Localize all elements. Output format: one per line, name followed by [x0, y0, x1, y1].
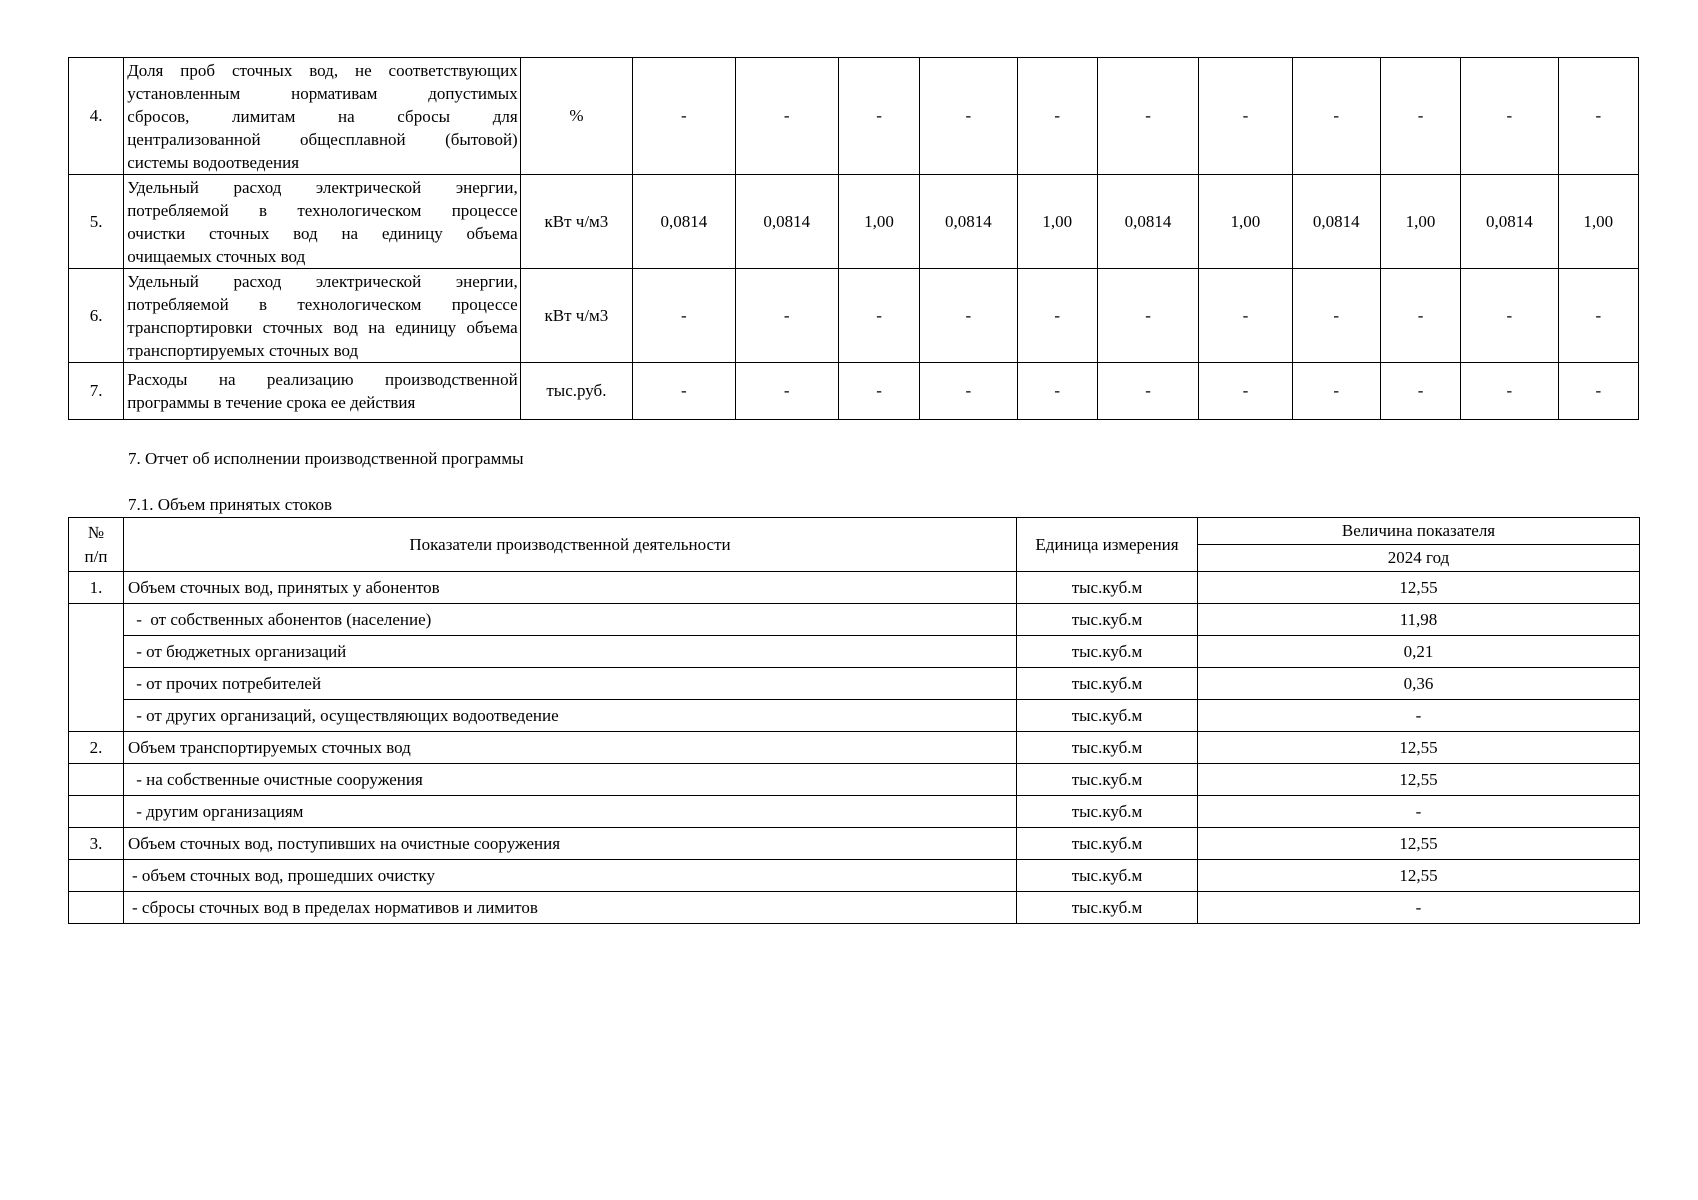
indicators-table — [68, 57, 1639, 420]
row-number — [69, 892, 124, 924]
table-row — [69, 175, 1639, 269]
row-value: - — [920, 58, 1017, 175]
table-row — [69, 860, 1640, 892]
header-year: 2024 год — [1198, 545, 1640, 572]
row-unit: тыс.куб.м — [1017, 796, 1198, 828]
row-value: - — [920, 269, 1017, 363]
row-value: - — [1461, 58, 1558, 175]
row-number: 1. — [69, 572, 124, 604]
row-description — [124, 58, 521, 175]
row-value: - — [1380, 58, 1460, 175]
row-value: - — [1380, 269, 1460, 363]
row-unit: тыс.куб.м — [1017, 668, 1198, 700]
table-row — [69, 636, 1640, 668]
row-number — [69, 764, 124, 796]
table-row — [69, 796, 1640, 828]
table-row — [69, 828, 1640, 860]
header-value: Величина показателя — [1198, 518, 1640, 545]
row-value: - — [1097, 363, 1198, 420]
description-line: Расходы на реализацию производственной — [127, 370, 518, 389]
row-value: - — [1558, 363, 1638, 420]
table-row — [69, 363, 1639, 420]
table-row — [69, 668, 1640, 700]
row-value: - — [1292, 58, 1380, 175]
row-value: 1,00 — [838, 175, 919, 269]
description-line: транспортируемых сточных вод — [127, 340, 359, 360]
description-line: Доля проб сточных вод, не соответствующих — [127, 60, 518, 80]
row-value: - — [1097, 269, 1198, 363]
row-indicator-name: - объем сточных вод, прошедших очистку — [124, 860, 1017, 892]
row-value: - — [1097, 58, 1198, 175]
description-line: потребляемой в технологическом процессе — [127, 294, 518, 314]
header-num — [69, 518, 124, 572]
row-description — [124, 269, 521, 363]
description-line: очищаемых сточных вод — [127, 246, 306, 266]
row-unit: тыс.куб.м — [1017, 828, 1198, 860]
row-value: 0,21 — [1198, 636, 1640, 668]
header-name: Показатели производственной деятельности — [124, 518, 1017, 572]
table-row — [69, 58, 1639, 175]
row-number: 7. — [69, 363, 124, 420]
row-value: - — [1292, 269, 1380, 363]
row-value: 1,00 — [1558, 175, 1638, 269]
row-unit: тыс.руб. — [520, 363, 632, 420]
row-value: 0,0814 — [1292, 175, 1380, 269]
row-indicator-name: - от прочих потребителей — [124, 668, 1017, 700]
description-line: транспортировки сточных вод на единицу объема — [127, 317, 518, 337]
description-line: централизованной общесплавной (бытовой) — [127, 129, 518, 149]
row-value: 12,55 — [1198, 732, 1640, 764]
row-unit: тыс.куб.м — [1017, 892, 1198, 924]
row-value: - — [1017, 363, 1097, 420]
row-value: 0,0814 — [633, 175, 735, 269]
row-description — [124, 363, 521, 420]
row-value: 1,00 — [1017, 175, 1097, 269]
description-line: Удельный расход электрической энергии, — [127, 177, 518, 197]
row-indicator-name: - от бюджетных организаций — [124, 636, 1017, 668]
row-number — [69, 860, 124, 892]
row-number: 2. — [69, 732, 124, 764]
row-value: - — [838, 363, 919, 420]
row-value: 12,55 — [1198, 828, 1640, 860]
row-value: - — [1558, 269, 1638, 363]
row-value: - — [1199, 269, 1292, 363]
row-indicator-name: - на собственные очистные сооружения — [124, 764, 1017, 796]
row-indicator-name: - от других организаций, осуществляющих водоотведение — [124, 700, 1017, 732]
row-unit: % — [520, 58, 632, 175]
table-row — [69, 764, 1640, 796]
row-unit: тыс.куб.м — [1017, 764, 1198, 796]
description-line: сбросов, лимитам на сбросы для — [127, 106, 518, 126]
row-value: - — [1199, 58, 1292, 175]
row-value: 12,55 — [1198, 860, 1640, 892]
row-number — [69, 604, 124, 732]
description-line: установленным нормативам допустимых — [127, 83, 518, 103]
row-unit: тыс.куб.м — [1017, 604, 1198, 636]
row-value: 0,0814 — [920, 175, 1017, 269]
row-value: 0,0814 — [1097, 175, 1198, 269]
description-line: программы в течение срока ее действия — [127, 393, 416, 412]
row-value: - — [1198, 700, 1640, 732]
row-value: - — [633, 58, 735, 175]
row-unit: кВт ч/м3 — [520, 175, 632, 269]
row-value: - — [1017, 269, 1097, 363]
table-row — [69, 572, 1640, 604]
description-line: системы водоотведения — [127, 152, 300, 172]
row-indicator-name: Объем транспортируемых сточных вод — [124, 732, 1017, 764]
row-unit: тыс.куб.м — [1017, 572, 1198, 604]
table-row — [69, 700, 1640, 732]
table-row — [69, 732, 1640, 764]
section-title: 7. Отчет об исполнении производственной программы — [128, 449, 524, 468]
table-row — [69, 604, 1640, 636]
row-value: - — [1198, 796, 1640, 828]
row-value: - — [1380, 363, 1460, 420]
row-value: - — [838, 269, 919, 363]
row-value: - — [735, 269, 838, 363]
row-value: 0,36 — [1198, 668, 1640, 700]
row-number: 3. — [69, 828, 124, 860]
row-value: - — [1292, 363, 1380, 420]
row-value: 0,0814 — [1461, 175, 1558, 269]
row-unit: тыс.куб.м — [1017, 700, 1198, 732]
row-value: 0,0814 — [735, 175, 838, 269]
row-value: 1,00 — [1199, 175, 1292, 269]
row-value: - — [1198, 892, 1640, 924]
table-row — [69, 269, 1639, 363]
row-unit: тыс.куб.м — [1017, 860, 1198, 892]
row-value: - — [633, 363, 735, 420]
row-unit: тыс.куб.м — [1017, 732, 1198, 764]
row-value: - — [1461, 363, 1558, 420]
row-number — [69, 796, 124, 828]
row-value: - — [1017, 58, 1097, 175]
header-unit: Единица измерения — [1017, 518, 1198, 572]
row-description — [124, 175, 521, 269]
row-indicator-name: - от собственных абонентов (население) — [124, 604, 1017, 636]
row-indicator-name: Объем сточных вод, принятых у абонентов — [124, 572, 1017, 604]
row-indicator-name: - другим организациям — [124, 796, 1017, 828]
row-value: 11,98 — [1198, 604, 1640, 636]
description-line: Удельный расход электрической энергии, — [127, 271, 518, 291]
row-value: - — [838, 58, 919, 175]
wastewater-volume-table — [68, 517, 1640, 924]
row-value: - — [1199, 363, 1292, 420]
subsection-title: 7.1. Объем принятых стоков — [128, 495, 332, 514]
row-value: - — [1558, 58, 1638, 175]
row-number: 4. — [69, 58, 124, 175]
description-line: очистки сточных вод на единицу объема — [127, 223, 518, 243]
description-line: потребляемой в технологическом процессе — [127, 200, 518, 220]
row-indicator-name: - сбросы сточных вод в пределах нормативов и лимитов — [124, 892, 1017, 924]
row-value: - — [1461, 269, 1558, 363]
row-number: 5. — [69, 175, 124, 269]
row-unit: тыс.куб.м — [1017, 636, 1198, 668]
row-value: - — [920, 363, 1017, 420]
row-indicator-name: Объем сточных вод, поступивших на очистные сооружения — [124, 828, 1017, 860]
header-num-line2: п/п — [84, 546, 108, 566]
row-number: 6. — [69, 269, 124, 363]
row-unit: кВт ч/м3 — [520, 269, 632, 363]
row-value: 12,55 — [1198, 572, 1640, 604]
row-value: 12,55 — [1198, 764, 1640, 796]
row-value: - — [735, 58, 838, 175]
row-value: 1,00 — [1380, 175, 1460, 269]
row-value: - — [633, 269, 735, 363]
header-num-line1: № — [87, 522, 105, 542]
row-value: - — [735, 363, 838, 420]
table-row — [69, 892, 1640, 924]
